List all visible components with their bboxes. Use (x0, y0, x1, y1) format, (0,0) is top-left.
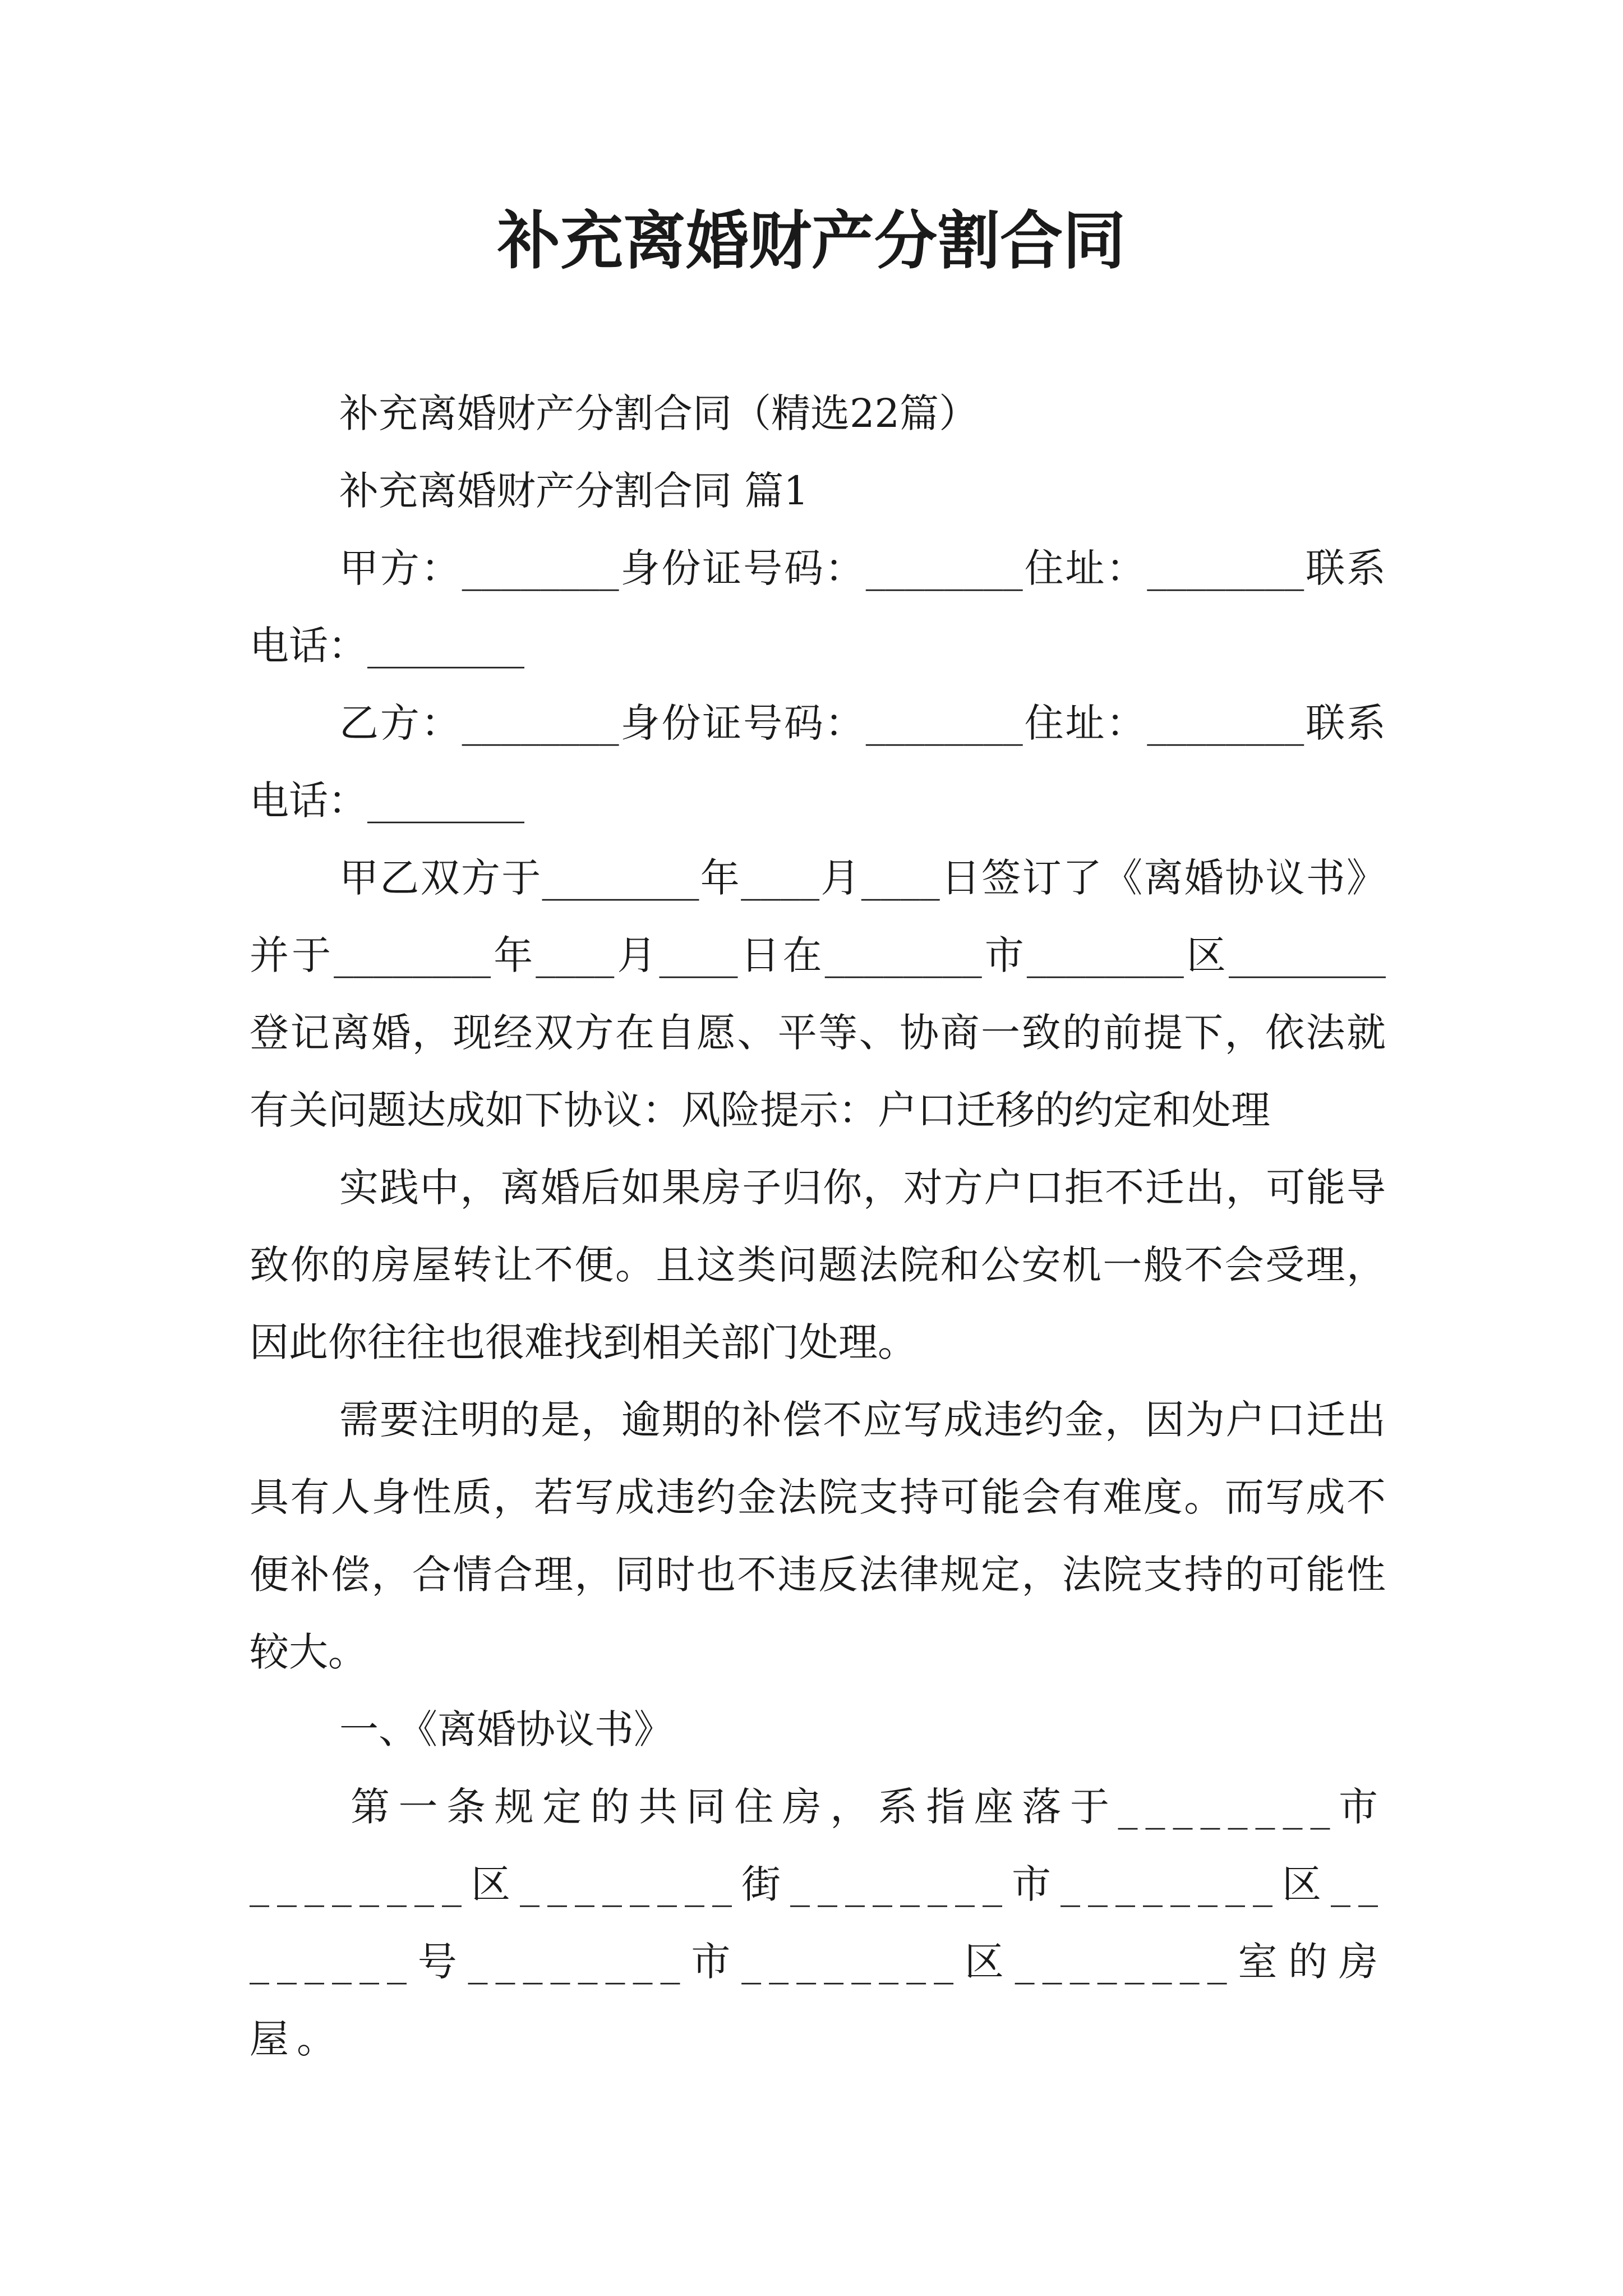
document-title: 补充离婚财产分割合同 (497, 204, 1126, 278)
paragraph-practice: 实践中，离婚后如果房子归你，对方户口拒不迁出，可能导致你的房屋转让不便。且这类问题法院和公安机一般不会受理，因此你往往也很难找到相关部门处理。 (250, 1165, 1386, 1365)
paragraph-heading-1: 一、《离婚协议书》 (339, 1706, 673, 1752)
paragraph-subtitle: 补充离婚财产分割合同（精选22篇） (339, 390, 979, 436)
paragraph-party-a: 甲方：________身份证号码：________住址：________联系电话：________ (250, 545, 1386, 669)
paragraph-article-1: 第一条规定的共同住房，系指座落于________市________区________街________市________区________号________市________区________室的房屋。 (250, 1784, 1386, 2062)
document-body (250, 375, 1386, 2078)
paragraph-note: 需要注明的是，逾期的补偿不应写成违约金，因为户口迁出具有人身性质，若写成违约金法院支持可能会有难度。而写成不便补偿，合情合理，同时也不违反法律规定，法院支持的可能性较大。 (250, 1397, 1386, 1675)
paragraph-section-heading: 补充离婚财产分割合同 篇1 (339, 468, 809, 514)
paragraph-party-b: 乙方：________身份证号码：________住址：________联系电话：________ (250, 700, 1386, 823)
paragraph-agreement: 甲乙双方于________年____月____日签订了《离婚协议书》并于________年____月____日在________市________区________登记离婚，现经双方在自愿、平等、协商一致的前提下，依法就有关问题达成如下协议：风险提示：户口迁移的约定和处理 (250, 855, 1386, 1133)
